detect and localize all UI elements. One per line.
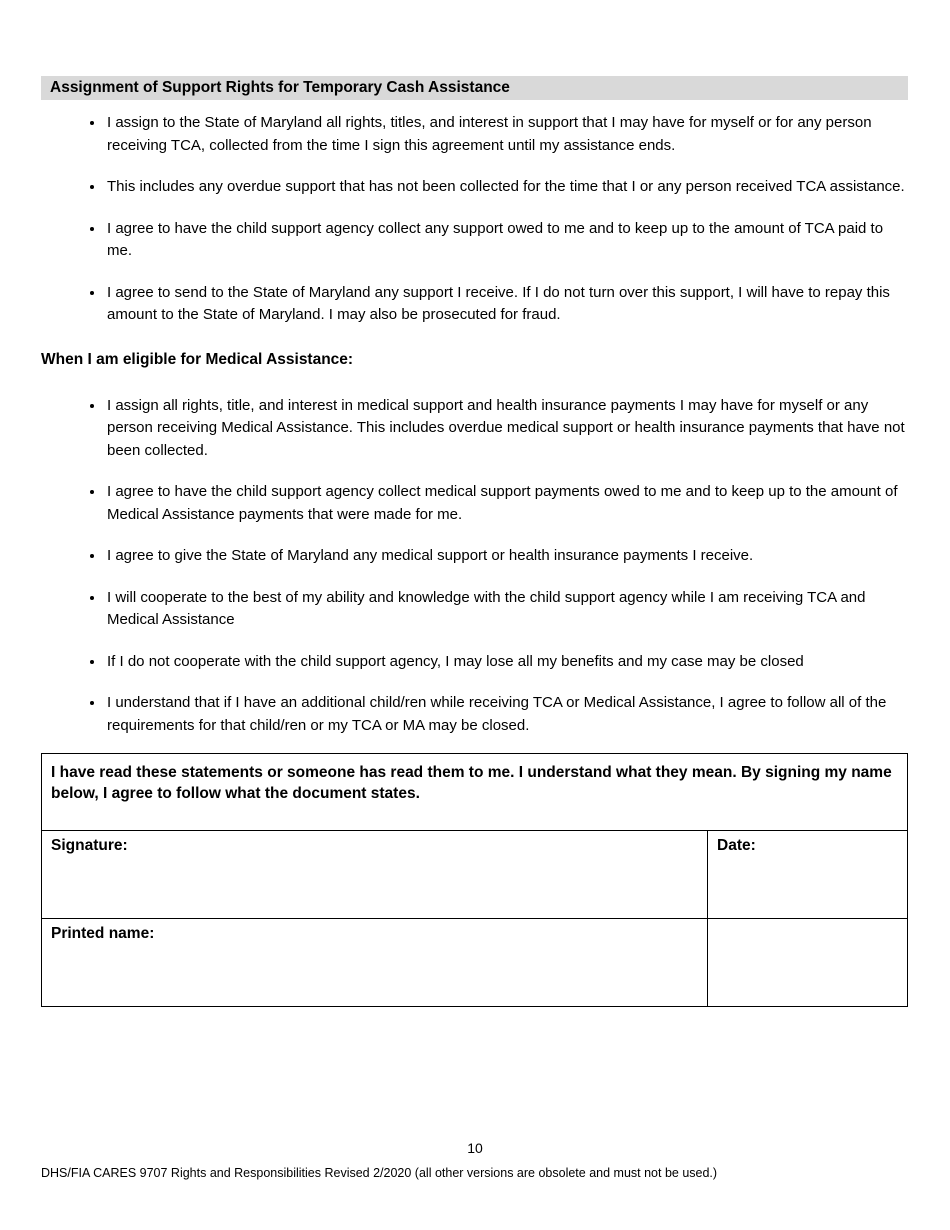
tca-bullet-2: • This includes any overdue support that has not been collected for the time that I or any person received TCA assistance. <box>105 176 908 199</box>
printed-name-row-empty-cell <box>708 919 907 1006</box>
medical-bullet-4: • I will cooperate to the best of my ability and knowledge with the child support agency while I am receiving TCA and Medical Assistance <box>105 587 908 632</box>
signature-row <box>42 830 907 918</box>
agreement-box <box>41 753 908 1007</box>
medical-bullet-1: • I assign all rights, title, and interest in medical support and health insurance payments I may have for myself or any person receiving Medical Assistance. This includes overdue medical support or health insurance payments that have not been collected. <box>105 395 908 463</box>
medical-section-title: When I am eligible for Medical Assistance: <box>41 350 354 368</box>
tca-section-title: Assignment of Support Rights for Temporary Cash Assistance <box>41 76 908 100</box>
medical-bullet-3: • I agree to give the State of Maryland any medical support or health insurance payments I receive. <box>105 545 908 568</box>
date-field[interactable] <box>708 831 907 918</box>
signature-label: Signature: <box>51 837 128 854</box>
signature-field[interactable] <box>42 831 708 918</box>
printed-name-field[interactable] <box>42 919 708 1006</box>
tca-bullet-4: • I agree to send to the State of Maryland any support I receive. If I do not turn over this support, I will have to repay this amount to the State of Maryland. I may also be prosecuted for fraud. <box>105 282 908 327</box>
document-page <box>41 76 908 1007</box>
page-number: 10 <box>467 1140 483 1156</box>
medical-bullet-2: • I agree to have the child support agency collect medical support payments owed to me and to keep up to the amount of Medical Assistance payments that were made for me. <box>105 481 908 526</box>
printed-name-label: Printed name: <box>51 925 155 942</box>
agreement-statement: I have read these statements or someone has read them to me. I understand what they mean. By signing my name below, I agree to follow what the document states. <box>51 764 892 802</box>
printed-name-row <box>42 918 907 1006</box>
tca-bullet-1: • I assign to the State of Maryland all rights, titles, and interest in support that I may have for myself or for any person receiving TCA, collected from the time I sign this agreement until my assistance ends. <box>105 112 908 157</box>
footer-note: DHS/FIA CARES 9707 Rights and Responsibilities Revised 2/2020 (all other versions are obsolete and must not be used.) <box>41 1166 718 1180</box>
medical-bullet-6: • I understand that if I have an additional child/ren while receiving TCA or Medical Assistance, I agree to follow all of the requirements for that child/ren or my TCA or MA may be closed. <box>105 692 908 737</box>
tca-bullet-3: • I agree to have the child support agency collect any support owed to me and to keep up to the amount of TCA paid to me. <box>105 218 908 263</box>
medical-bullet-5: • If I do not cooperate with the child support agency, I may lose all my benefits and my case may be closed <box>105 651 908 674</box>
medical-bullet-list <box>41 395 908 738</box>
date-label: Date: <box>717 837 756 854</box>
tca-bullet-list <box>41 112 908 327</box>
